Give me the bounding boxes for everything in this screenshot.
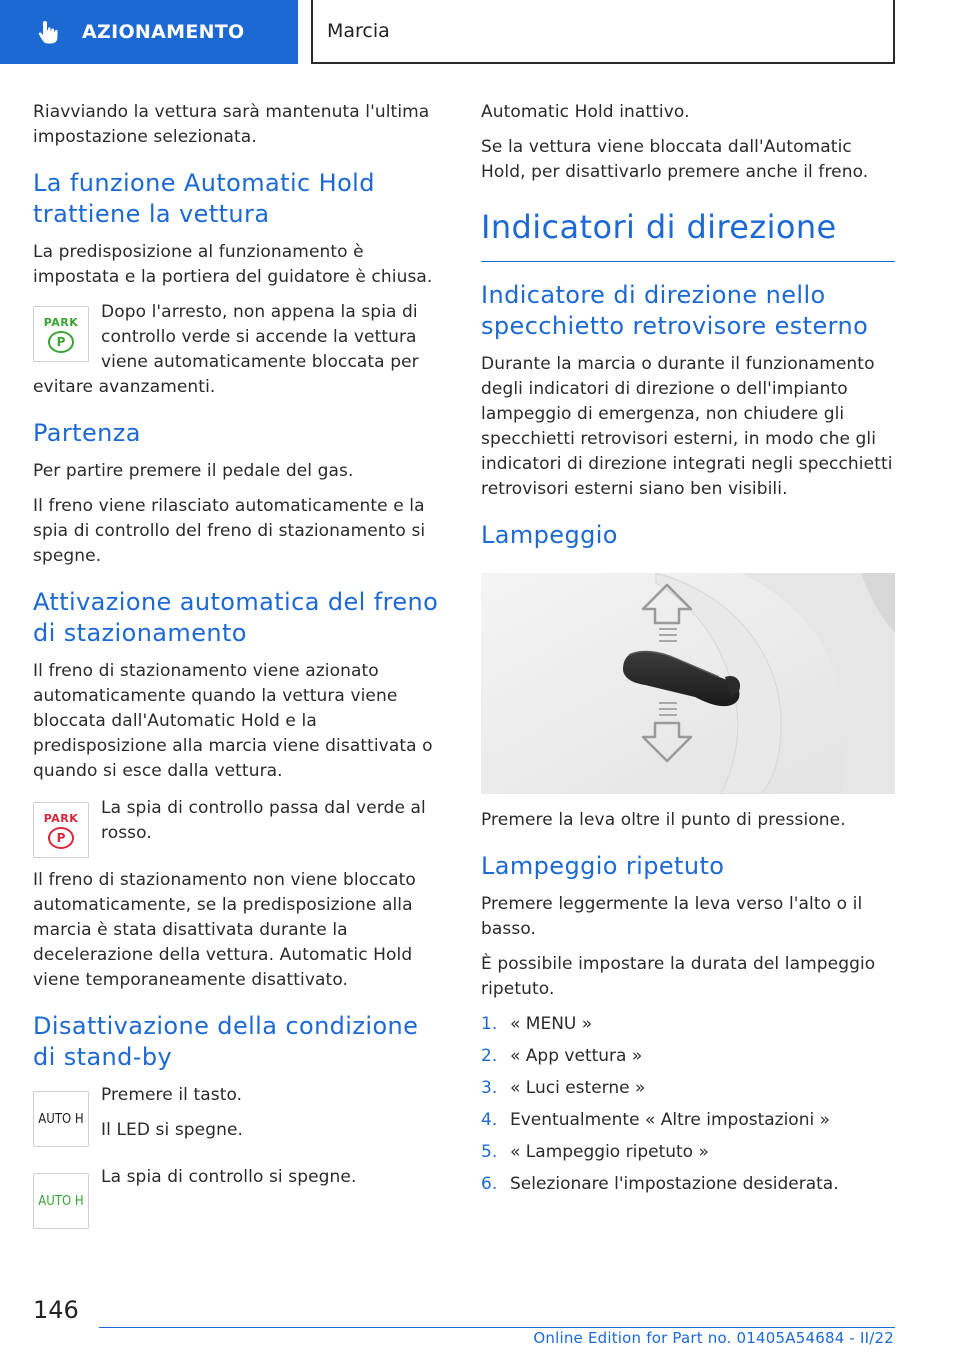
left-column [33,100,448,1229]
section-title: AZIONAMENTO [82,21,245,43]
right-column [481,100,895,1204]
heading-attivazione: Attivazione automatica del freno di stazionamento [33,588,439,647]
park-green-icon: PARK P [33,306,89,362]
disattivazione-text-3: La spia di controllo si spegne. [101,1167,357,1187]
turn-signal-lever-figure [481,573,895,794]
heading-disattivazione: Disattivazione della condizione di stand-by [33,1012,419,1071]
heading-indicatori: Indicatori di direzione [481,207,895,262]
auto-h-green-row [33,1169,448,1229]
footer-divider [99,1327,895,1328]
subsection-box [311,0,895,64]
right-text-1: Automatic Hold inattivo. [481,102,690,122]
section-tab [0,0,298,64]
heading-partenza: Partenza [33,419,141,447]
specchietto-text: Durante la marcia o durante il funzionamento degli indicatori di direzione o dell'impianto lampeggio di emergenza, non chiudere gli specchietti retrovisori esterni, in modo che gli indicatori di direzione integrati negli specchietti retrovisori esterni siano ben visibili. [481,354,893,499]
list-item: 5. « Lampeggio ripetuto » [481,1142,709,1162]
partenza-text-1: Per partire premere il pedale del gas. [33,461,354,481]
hold-text-1: La predisposizione al funzionamento è impostata e la portiera del guidatore è chiusa. [33,242,433,287]
list-item: 6. Selezionare l'impostazione desiderata. [481,1174,839,1194]
ripetuto-text-2: È possibile impostare la durata del lampeggio ripetuto. [481,954,876,999]
auto-h-button-icon: AUTO H [33,1091,89,1147]
steps-list [481,1012,895,1197]
park-red-icon: PARK P [33,802,89,858]
lampeggio-text: Premere la leva oltre il punto di pressione. [481,810,846,830]
edition-footer: Online Edition for Part no. 01405A54684 - II/22 [533,1329,894,1347]
page-number: 146 [33,1296,79,1324]
list-item: 2. « App vettura » [481,1046,643,1066]
lever-illustration [481,573,895,794]
list-item: 1. « MENU » [481,1014,593,1034]
park-red-row [33,798,448,858]
list-item: 4. Eventualmente « Altre impostazioni » [481,1110,831,1130]
hold-text-2: Dopo l'arresto, non appena la spia di controllo verde si accende la vettura viene automaticamente bloccata per evitare avanzamenti. [33,302,419,397]
ripetuto-text-1: Premere leggermente la leva verso l'alto o il basso. [481,894,863,939]
partenza-text-2: Il freno viene rilasciato automaticamente e la spia di controllo del freno di stazionamento si spegne. [33,496,426,566]
attivazione-text-3: Il freno di stazionamento non viene bloccato automaticamente, se la predisposizione alla marcia è stata disattivata durante la decelerazione della vettura. Automatic Hold viene temporaneamente disattivato. [33,870,416,990]
intro-text: Riavviando la vettura sarà mantenuta l'ultima impostazione selezionata. [33,102,430,147]
hand-pointer-icon [36,19,62,45]
list-item: 3. « Luci esterne » [481,1078,646,1098]
attivazione-text-1: Il freno di stazionamento viene azionato automaticamente quando la vettura viene bloccata dall'Automatic Hold e la predisposizione alla marcia viene disattivata o quando si esce dalla vettura. [33,661,433,781]
auto-h-button-row [33,1087,448,1153]
auto-h-green-icon: AUTO H [33,1173,89,1229]
attivazione-text-2: La spia di controllo passa dal verde al rosso. [101,798,426,843]
heading-automatic-hold: La funzione Automatic Hold trattiene la vettura [33,169,375,228]
subsection-title: Marcia [327,20,390,42]
hold-icon-block [33,300,448,400]
heading-specchietto: Indicatore di direzione nello specchietto retrovisore esterno [481,281,869,340]
heading-lampeggio-ripetuto: Lampeggio ripetuto [481,852,725,880]
disattivazione-text-2: Il LED si spegne. [101,1120,244,1140]
heading-lampeggio: Lampeggio [481,521,618,549]
right-text-2: Se la vettura viene bloccata dall'Automatic Hold, per disattivarlo premere anche il freno. [481,137,869,182]
disattivazione-text-1: Premere il tasto. [101,1085,243,1105]
